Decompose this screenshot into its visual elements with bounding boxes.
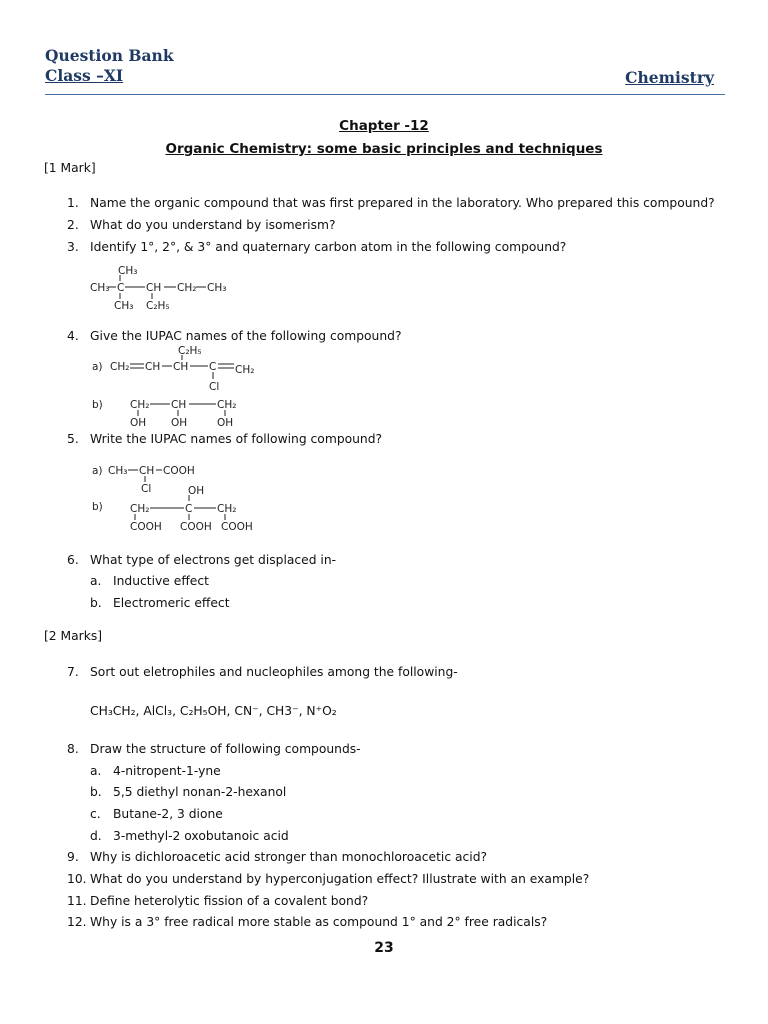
question-number: 4. bbox=[67, 329, 79, 343]
question-10 bbox=[67, 871, 589, 887]
question-text: Why is dichloroacetic acid stronger than monochloroacetic acid? bbox=[90, 850, 488, 864]
atom-group: Cl bbox=[141, 483, 152, 495]
question-6 bbox=[67, 552, 336, 568]
option-letter: b. bbox=[90, 785, 102, 799]
structure-q3-drawing bbox=[90, 265, 250, 314]
part-label: a) bbox=[92, 465, 103, 477]
atom-group: COOH bbox=[163, 465, 195, 477]
option-text: 3-methyl-2 oxobutanoic acid bbox=[113, 829, 289, 843]
question-number: 5. bbox=[67, 432, 79, 446]
option-letter: d. bbox=[90, 829, 102, 843]
structure-q3 bbox=[90, 265, 250, 317]
question-3 bbox=[67, 239, 566, 255]
option-6b bbox=[90, 595, 230, 611]
question-text: Draw the structure of following compounds- bbox=[90, 742, 361, 756]
header-divider bbox=[45, 94, 725, 95]
option-text: Inductive effect bbox=[113, 574, 209, 588]
chapter-number: Chapter -12 bbox=[339, 118, 429, 134]
structure-q4a bbox=[92, 345, 272, 397]
question-5 bbox=[67, 431, 382, 447]
question-7 bbox=[67, 664, 458, 680]
option-letter: a. bbox=[90, 574, 102, 588]
question-2 bbox=[67, 217, 336, 233]
question-text: Write the IUPAC names of following compound? bbox=[90, 432, 383, 446]
atom-group: CH₂ bbox=[217, 399, 237, 411]
question-number: 11. bbox=[67, 894, 87, 908]
q7-formula: CH₃CH₂, AlCl₃, C₂H₅OH, CN⁻, CH3⁻, N⁺O₂ bbox=[90, 704, 337, 718]
header-class: Class –XI bbox=[45, 66, 124, 85]
atom-group: COOH bbox=[221, 521, 253, 533]
option-letter: c. bbox=[90, 807, 101, 821]
chapter-title: Organic Chemistry: some basic principles and techniques bbox=[165, 141, 603, 157]
question-text: Name the organic compound that was first prepared in the laboratory. Who prepared this compound? bbox=[90, 196, 715, 210]
atom-group: CH₂ bbox=[217, 503, 237, 515]
question-12 bbox=[67, 914, 547, 930]
question-number: 8. bbox=[67, 742, 79, 756]
question-text: Why is a 3° free radical more stable as compound 1° and 2° free radicals? bbox=[90, 915, 548, 929]
option-6a bbox=[90, 573, 209, 589]
question-number: 6. bbox=[67, 553, 79, 567]
atom-group: CH₃ bbox=[108, 465, 128, 477]
section-two-marks: [2 Marks] bbox=[44, 629, 103, 643]
question-text: Identify 1°, 2°, & 3° and quaternary carbon atom in the following compound? bbox=[90, 240, 567, 254]
atom-group: CH bbox=[145, 361, 161, 373]
atom-group: CH bbox=[146, 282, 162, 294]
atom-group: OH bbox=[130, 417, 147, 429]
option-8c bbox=[90, 806, 223, 822]
atom-group: CH₃ bbox=[207, 282, 227, 294]
atom-group: C₂H₅ bbox=[178, 345, 202, 357]
option-8b bbox=[90, 784, 286, 800]
part-label: a) bbox=[92, 361, 103, 373]
option-letter: a. bbox=[90, 764, 102, 778]
question-text: What do you understand by hyperconjugation effect? Illustrate with an example? bbox=[90, 872, 590, 886]
option-text: Butane-2, 3 dione bbox=[113, 807, 223, 821]
question-number: 12. bbox=[67, 915, 87, 929]
structure-q4b bbox=[92, 394, 272, 433]
atom-group: CH₂ bbox=[235, 364, 255, 376]
atom-group: CH₃ bbox=[114, 300, 134, 312]
option-text: Electromeric effect bbox=[113, 596, 230, 610]
part-label: b) bbox=[92, 399, 103, 411]
part-label: b) bbox=[92, 501, 103, 513]
header-title: Question Bank bbox=[45, 46, 174, 65]
atom-group: C bbox=[117, 282, 125, 294]
question-text: Give the IUPAC names of the following compound? bbox=[90, 329, 402, 343]
structure-q4b-drawing bbox=[92, 394, 272, 430]
question-number: 2. bbox=[67, 218, 79, 232]
atom-group: OH bbox=[217, 417, 234, 429]
atom-group: C₂H₅ bbox=[146, 300, 170, 312]
question-11 bbox=[67, 893, 368, 909]
atom-group: CH₃ bbox=[90, 282, 110, 294]
atom-group: CH bbox=[173, 361, 189, 373]
atom-group: CH bbox=[139, 465, 155, 477]
atom-group: CH bbox=[171, 399, 187, 411]
structure-q5b-drawing bbox=[92, 484, 272, 534]
question-text: Sort out eletrophiles and nucleophiles among the following- bbox=[90, 665, 458, 679]
atom-group: CH₂ bbox=[130, 503, 150, 515]
question-4 bbox=[67, 328, 401, 344]
atom-group: CH₂ bbox=[130, 399, 150, 411]
question-number: 9. bbox=[67, 850, 79, 864]
atom-group: COOH bbox=[130, 521, 162, 533]
question-text: Define heterolytic fission of a covalent bond? bbox=[90, 894, 369, 908]
question-text: What do you understand by isomerism? bbox=[90, 218, 336, 232]
option-letter: b. bbox=[90, 596, 102, 610]
option-text: 5,5 diethyl nonan-2-hexanol bbox=[113, 785, 287, 799]
atom-group: CH₂ bbox=[110, 361, 130, 373]
question-text: What type of electrons get displaced in- bbox=[90, 553, 337, 567]
option-8d bbox=[90, 828, 289, 844]
atom-group: C bbox=[185, 503, 193, 515]
question-number: 3. bbox=[67, 240, 79, 254]
option-8a bbox=[90, 763, 221, 779]
atom-group: Cl bbox=[209, 381, 220, 393]
question-number: 10. bbox=[67, 872, 87, 886]
question-number: 1. bbox=[67, 196, 79, 210]
atom-group: OH bbox=[171, 417, 188, 429]
question-9 bbox=[67, 849, 487, 865]
page-number: 23 bbox=[374, 940, 394, 956]
atom-group: CH₃ bbox=[118, 265, 138, 277]
atom-group: CH₂ bbox=[177, 282, 197, 294]
structure-q4a-drawing bbox=[92, 345, 272, 394]
header-subject: Chemistry bbox=[625, 68, 714, 87]
header-left bbox=[45, 46, 174, 86]
atom-group: COOH bbox=[180, 521, 212, 533]
section-one-mark: [1 Mark] bbox=[44, 161, 96, 175]
question-1 bbox=[67, 195, 715, 211]
structure-q5b bbox=[92, 484, 272, 537]
question-number: 7. bbox=[67, 665, 79, 679]
option-text: 4-nitropent-1-yne bbox=[113, 764, 221, 778]
atom-group: C bbox=[209, 361, 217, 373]
question-8 bbox=[67, 741, 361, 757]
atom-group: OH bbox=[188, 485, 205, 497]
